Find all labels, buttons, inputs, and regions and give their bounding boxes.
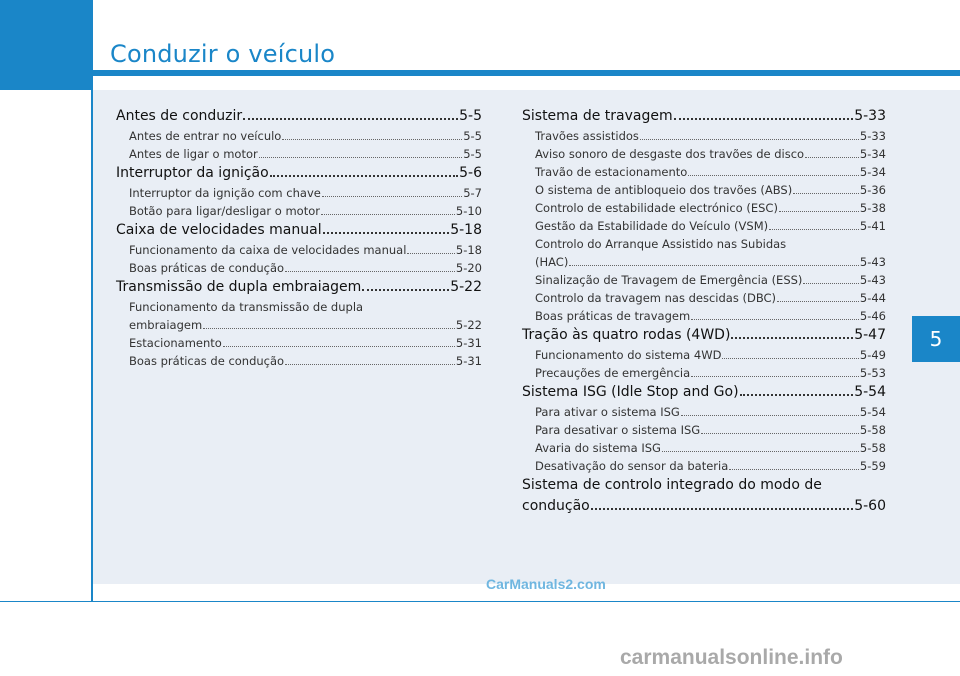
- toc-entry-label: Funcionamento do sistema 4WD: [535, 348, 722, 362]
- header-color-block: [0, 0, 93, 90]
- toc-page-number: 5-44: [859, 291, 886, 305]
- dot-leader: [285, 354, 455, 365]
- dot-leader: [805, 147, 859, 158]
- watermark-carmanuals2: CarManuals2.com: [486, 576, 606, 592]
- dot-leader: [662, 441, 859, 452]
- dot-leader: [407, 243, 454, 254]
- dot-leader: [282, 129, 462, 140]
- toc-page-number: 5-43: [859, 255, 886, 269]
- toc-subsection[interactable]: [522, 217, 886, 235]
- dot-leader: [803, 273, 858, 284]
- toc-page-number: 5-10: [455, 204, 482, 218]
- dot-leader: [681, 405, 859, 416]
- dot-leader: [285, 261, 455, 272]
- toc-subsection[interactable]: [116, 241, 482, 259]
- toc-entry-line-1: Sistema de controlo integrado do modo de: [522, 477, 822, 493]
- toc-subsection[interactable]: [116, 145, 482, 163]
- toc-entry-label: Interruptor da ignição com chave: [129, 186, 321, 200]
- toc-page-number: 5-59: [859, 459, 886, 473]
- toc-entry-label: Antes de entrar no veículo: [129, 129, 282, 143]
- toc-entry-label: Interruptor da ignição: [116, 165, 269, 181]
- toc-subsection[interactable]: [116, 202, 482, 220]
- toc-entry-label: Transmissão de dupla embraiagem: [116, 279, 362, 295]
- toc-page-number: 5-5: [463, 129, 482, 143]
- dot-leader: [729, 459, 859, 470]
- toc-section[interactable]: [522, 325, 886, 346]
- toc-page-number: 5-18: [450, 222, 482, 238]
- toc-entry-label: Antes de ligar o motor: [129, 147, 258, 161]
- dot-leader: [591, 496, 853, 510]
- toc-subsection[interactable]: [522, 199, 886, 217]
- dot-leader: [674, 106, 854, 120]
- toc-page-number: 5-5: [459, 108, 482, 124]
- toc-page-number: 5-7: [463, 186, 482, 200]
- toc-entry-label: Sinalização de Travagem de Emergência (ESS): [535, 273, 803, 287]
- dot-leader: [362, 277, 449, 291]
- toc-entry-label: Boas práticas de condução: [129, 354, 285, 368]
- toc-entry-label: Para desativar o sistema ISG: [535, 423, 701, 437]
- toc-page-number: 5-34: [859, 147, 886, 161]
- toc-subsection[interactable]: [522, 439, 886, 457]
- toc-entry-label: Caixa de velocidades manual: [116, 222, 322, 238]
- toc-subsection[interactable]: [116, 352, 482, 370]
- toc-page-number: 5-36: [859, 183, 886, 197]
- toc-right-column: [522, 106, 886, 517]
- toc-page-number: 5-33: [859, 129, 886, 143]
- toc-subsection[interactable]: [522, 364, 886, 382]
- toc-section[interactable]: [116, 163, 482, 184]
- toc-section[interactable]: [116, 277, 482, 298]
- toc-subsection[interactable]: [522, 307, 886, 325]
- toc-left-column: [116, 106, 482, 370]
- toc-section[interactable]: [116, 220, 482, 241]
- dot-leader: [777, 291, 859, 302]
- toc-entry-label: O sistema de antibloqueio dos travões (ABS): [535, 183, 793, 197]
- toc-page-number: 5-60: [854, 498, 886, 514]
- toc-page-number: 5-58: [859, 423, 886, 437]
- watermark-carmanualsonline: carmanualsonline.info: [620, 646, 843, 669]
- toc-subsection[interactable]: [522, 403, 886, 421]
- dot-leader: [688, 165, 859, 176]
- toc-entry-label: Boas práticas de condução: [129, 261, 285, 275]
- toc-entry-label: Antes de conduzir: [116, 108, 243, 124]
- toc-page-number: 5-6: [459, 165, 482, 181]
- dot-leader: [203, 318, 455, 329]
- toc-subsection[interactable]: [522, 457, 886, 475]
- toc-page-number: 5-22: [455, 318, 482, 332]
- dot-leader: [722, 348, 858, 359]
- dot-leader: [259, 147, 462, 158]
- toc-subsection[interactable]: [522, 145, 886, 163]
- toc-entry-label: Botão para ligar/desligar o motor: [129, 204, 320, 218]
- dot-leader: [691, 366, 859, 377]
- dot-leader: [740, 382, 854, 396]
- toc-page-number: 5-22: [450, 279, 482, 295]
- toc-page-number: 5-53: [859, 366, 886, 380]
- toc-entry-label: Funcionamento da caixa de velocidades manual: [129, 243, 407, 257]
- toc-subsection[interactable]: [116, 316, 482, 334]
- chapter-tab[interactable]: 5: [912, 316, 960, 362]
- toc-entry-label: Tração às quatro rodas (4WD): [522, 327, 731, 343]
- toc-entry-line-1: Funcionamento da transmissão de dupla: [129, 300, 364, 314]
- toc-page-number: 5-47: [854, 327, 886, 343]
- toc-page-number: 5-46: [859, 309, 886, 323]
- toc-subsection[interactable]: [522, 163, 886, 181]
- toc-page-number: 5-31: [455, 354, 482, 368]
- dot-leader: [243, 106, 458, 120]
- toc-subsection[interactable]: [522, 346, 886, 364]
- toc-section[interactable]: [522, 496, 886, 517]
- toc-entry-label: Controlo da travagem nas descidas (DBC): [535, 291, 777, 305]
- toc-section[interactable]: [522, 382, 886, 403]
- toc-page-number: 5-20: [455, 261, 482, 275]
- toc-entry-label: Boas práticas de travagem: [535, 309, 691, 323]
- toc-page-number: 5-33: [854, 108, 886, 124]
- toc-entry-label: Travão de estacionamento: [535, 165, 688, 179]
- toc-subsection[interactable]: [522, 289, 886, 307]
- toc-entry-label: Sistema de travagem: [522, 108, 673, 124]
- dot-leader: [769, 219, 859, 230]
- dot-leader: [731, 325, 853, 339]
- toc-section[interactable]: [116, 106, 482, 127]
- dot-leader: [323, 220, 450, 234]
- toc-entry-label: Travões assistidos: [535, 129, 639, 143]
- toc-entry-label: Para ativar o sistema ISG: [535, 405, 680, 419]
- toc-page-number: 5-34: [859, 165, 886, 179]
- bottom-border-line: [0, 601, 960, 602]
- toc-entry-label: Estacionamento: [129, 336, 222, 350]
- dot-leader: [691, 309, 859, 320]
- toc-subsection[interactable]: [116, 259, 482, 277]
- toc-page-number: 5-5: [463, 147, 482, 161]
- toc-entry-label: Controlo de estabilidade electrónico (ESC): [535, 201, 778, 215]
- toc-entry-line-1: Controlo do Arranque Assistido nas Subidas: [535, 237, 787, 251]
- toc-entry-label: Gestão da Estabilidade do Veículo (VSM): [535, 219, 769, 233]
- toc-entry-label: embraiagem: [129, 318, 203, 332]
- toc-page-number: 5-18: [455, 243, 482, 257]
- toc-subsection[interactable]: [116, 184, 482, 202]
- dot-leader: [321, 204, 455, 215]
- dot-leader: [779, 201, 859, 212]
- toc-entry-label: Avaria do sistema ISG: [535, 441, 661, 455]
- page-title: Conduzir o veículo: [110, 40, 336, 68]
- toc-subsection[interactable]: [522, 181, 886, 199]
- dot-leader: [270, 163, 458, 177]
- dot-leader: [793, 183, 859, 194]
- toc-subsection[interactable]: [522, 421, 886, 439]
- toc-subsection[interactable]: [522, 271, 886, 289]
- toc-subsection[interactable]: [522, 127, 886, 145]
- toc-page-number: 5-31: [455, 336, 482, 350]
- toc-entry-label: condução: [522, 498, 590, 514]
- toc-subsection[interactable]: [522, 253, 886, 271]
- dot-leader: [640, 129, 859, 140]
- toc-section[interactable]: [522, 106, 886, 127]
- toc-page-number: 5-43: [859, 273, 886, 287]
- toc-page-number: 5-38: [859, 201, 886, 215]
- dot-leader: [569, 255, 859, 266]
- toc-page-number: 5-49: [859, 348, 886, 362]
- dot-leader: [701, 423, 859, 434]
- toc-page-number: 5-58: [859, 441, 886, 455]
- toc-page-number: 5-54: [859, 405, 886, 419]
- dot-leader: [223, 336, 455, 347]
- toc-page-number: 5-54: [854, 384, 886, 400]
- toc-subsection[interactable]: [116, 127, 482, 145]
- toc-entry-label: (HAC): [535, 255, 569, 269]
- dot-leader: [322, 186, 462, 197]
- toc-subsection[interactable]: [116, 334, 482, 352]
- toc-entry-label: Desativação do sensor da bateria: [535, 459, 729, 473]
- toc-page-number: 5-41: [859, 219, 886, 233]
- toc-entry-label: Precauções de emergência: [535, 366, 691, 380]
- toc-entry-label: Aviso sonoro de desgaste dos travões de disco: [535, 147, 805, 161]
- toc-entry-label: Sistema ISG (Idle Stop and Go): [522, 384, 739, 400]
- title-underline: [93, 70, 960, 76]
